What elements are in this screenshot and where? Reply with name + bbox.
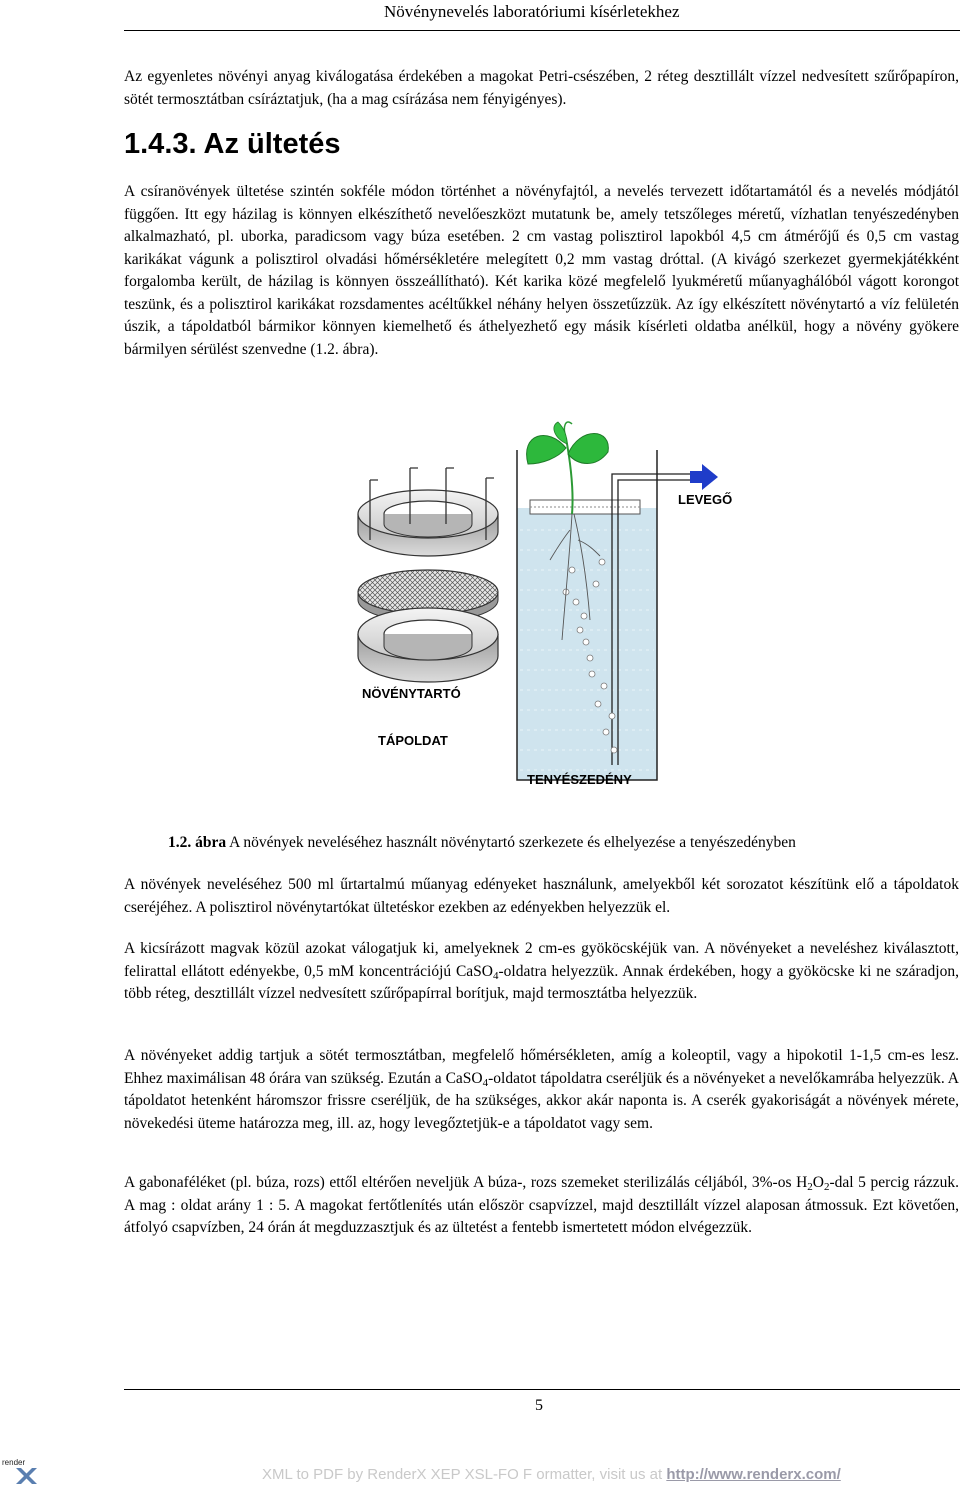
figure-caption [168, 832, 796, 854]
paragraph-cereals: A gabonaféléket (pl. búza, rozs) ettől eltérően neveljük A búza-, rozs szemeket sterilizálás céljából, 3%-os $H_2O_2$-dal 5 percig rázzuk. A mag : oldat arány 1 : 5. A magokat fertőtlenítés után először csapvízzel, majd desztillált vízzel alaposan átmossuk. Ezt követően, átfolyó csapvízben, 24 órán át megduzzasztjuk és az ültetést a fentebb ismertetett módon elvégezzük. [124, 1174, 959, 1236]
section-heading: 1.4.3. Az ültetés [124, 128, 341, 160]
air-arrow-icon [690, 464, 718, 490]
paragraph-planting: A csíranövények ültetése szintén sokféle módon történhet a növényfajtól, a nevelés tervezett időtartamától és a nevelés módjától függően. Itt egy házilag is könnyen elkészíthető nevelőeszközt mutatunk be, amely tetszőleges méretű, vízhatlan tenyészedényben alkalmazható, pl. uborka, paradicsom vagy búza esetében. 2 cm vastag polisztirol lapokból 4,5 cm átmérőjű és 0,5 cm vastag karikákat vágunk a polisztirol olvadási hőmérsékletére melegített 0,2 mm vastag dróttal. (A kivágó szerkezet gyermekjátékként forgalomba került, de házilag is könnyen összeállítható). Két karika közé megfelelő lyukméretű műanyaghálóból vágott korongot teszünk, és a polisztirol karikákat rozsdamentes acéltűkkel néhány helyen összetűzzük. Az így elkészített növénytartó a víz felületén úszik, a tápoldatból bármikor könnyen kiemelhető és áthelyezhető egy másik kísérleti oldatba anélkül, hogy a növény gyökere bármilyen sérülést szenvedne (1.2. ábra). [124, 183, 959, 358]
label-holder: NÖVÉNYTARTÓ [362, 686, 461, 701]
paragraph-thermostat: A növényeket addig tartjuk a sötét termosztátban, megfelelő hőmérsékleten, amíg a koleoptil, vagy a hipokotil 1-1,5 cm-es lesz. Ehhez maximálisan 48 órára van szükség. Ezután a CaSO$_4$-oldatot tápoldatra cseréljük és a növényeket a nevelőkamrába helyezzük. A tápoldatot hetenként háromszor frissre cseréljük, de ha szükséges, akkor akár naponta is. A cserék gyakoriságát a növények mérete, növekedési üteme határozza meg, ill. az, hogy levegőztetjük-e a tápoldatot vagy sem. [124, 1047, 960, 1132]
label-vessel: TENYÉSZEDÉNY [527, 772, 632, 787]
label-air: LEVEGŐ [678, 492, 733, 507]
intro-paragraph: Az egyenletes növényi anyag kiválogatása érdekében a magokat Petri-csészében, 2 réteg desztillált vízzel nedvesített szűrőpapíron, sötét termosztátban csíráztatjuk, (ha a mag csírázása nem fényigényes). [124, 68, 959, 108]
header-rule [124, 30, 960, 31]
upper-ring [358, 490, 498, 556]
figure-plant-holder [0, 420, 960, 820]
culture-vessel [517, 422, 690, 780]
paragraph-seedlings: A kicsírázott magvak közül azokat válogatjuk ki, amelyeknek 2 cm-es gyököcskéjük van. A növényeket a neveléshez kiválasztott, felirattal ellátott edényekbe, 0,5 mM koncentrációjú CaSO$_4$-oldatra helyezzük. Annak érdekében, hogy a gyököcske ki ne száradjon, több réteg, desztillált vízzel nedvesített szűrőpapírral borítjuk, majd termosztátba helyezzük. [124, 940, 959, 1002]
figure-drawing [0, 420, 960, 820]
paragraph-vessels: A növények neveléséhez 500 ml űrtartalmú műanyag edényeket használunk, amelyekből két sorozatot készítünk elő a tápoldatok cseréjéhez. A polisztirol növénytartókat ültetéskor ezekben az edényekben helyezzük el. [124, 876, 959, 916]
renderx-footer: XML to PDF by RenderX XEP XSL-FO F ormatter, visit us at http://www.renderx.com/ [262, 1466, 841, 1483]
svg-text:render: render [2, 1458, 26, 1467]
renderx-logo [2, 1456, 42, 1486]
renderx-link[interactable]: http://www.renderx.com/ [666, 1466, 841, 1483]
running-header: Növénynevelés laboratóriumi kísérletekhez [384, 2, 680, 21]
label-solution: TÁPOLDAT [378, 733, 448, 748]
caption-text: A növények neveléséhez használt növénytartó szerkezete és elhelyezése a tenyészedényben [229, 834, 796, 851]
caption-label: 1.2. ábra [168, 834, 227, 851]
footer-rule [124, 1389, 960, 1390]
lower-ring [358, 608, 498, 682]
page-number: 5 [535, 1397, 543, 1414]
